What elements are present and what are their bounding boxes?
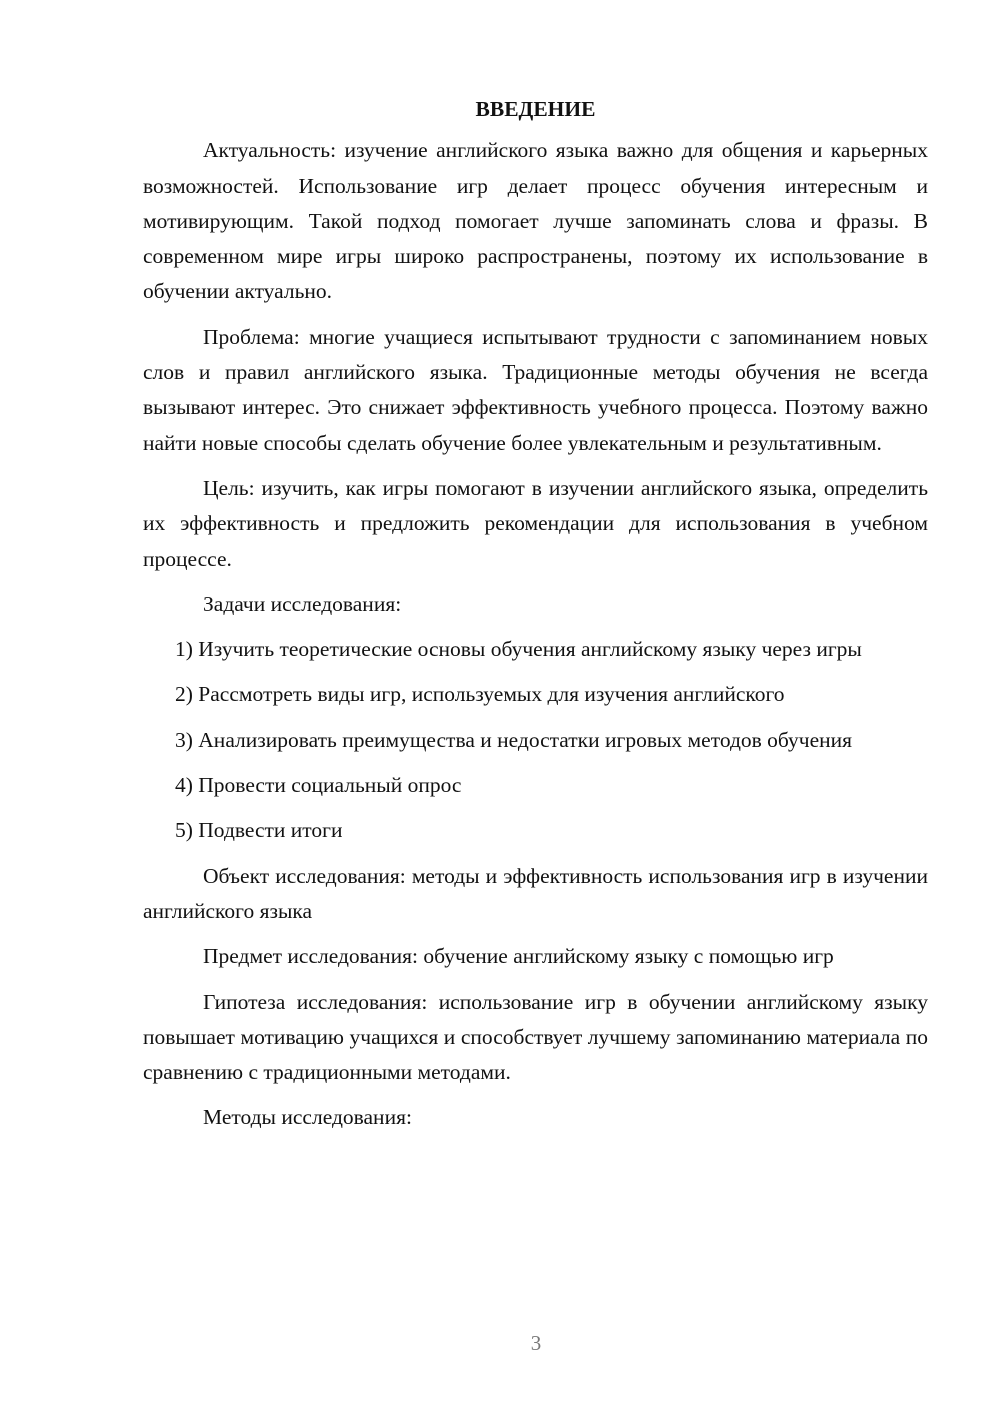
task-item-4: 4) Провести социальный опрос: [175, 773, 462, 798]
page-number: 3: [530, 1331, 542, 1355]
tasks-heading: Задачи исследования:: [203, 591, 402, 616]
relevance-paragraph: Актуальность: изучение английского языка важно для общения и карьерных возможностей. Использование игр делает процесс обучения интересным и мотивирующим. Такой подход помогает лучше запоминать слова и фразы. В современном мире игры широко распространены, поэтому их использование в обучении актуально.: [143, 138, 928, 304]
goal-paragraph: Цель: изучить, как игры помогают в изучении английского языка, определить их эффективность и предложить рекомендации для использования в учебном процессе.: [143, 475, 928, 571]
task-item-2: 2) Рассмотреть виды игр, используемых для изучения английского: [175, 682, 785, 707]
subject-paragraph: Предмет исследования: обучение английскому языку с помощью игр: [203, 944, 834, 969]
hypothesis-paragraph: Гипотеза исследования: использование игр в обучении английскому языку повышает мотивацию учащихся и способствует лучшему запоминанию материала по сравнению с традиционными методами.: [143, 989, 928, 1085]
task-item-1: 1) Изучить теоретические основы обучения английскому языку через игры: [175, 637, 862, 662]
methods-heading: Методы исследования:: [203, 1105, 412, 1130]
object-paragraph: Объект исследования: методы и эффективность использования игр в изучении английского языка: [143, 863, 928, 923]
task-item-5: 5) Подвести итоги: [175, 818, 343, 843]
problem-paragraph: Проблема: многие учащиеся испытывают трудности с запоминанием новых слов и правил английского языка. Традиционные методы обучения не всегда вызывают интерес. Это снижает эффективность учебного процесса. Поэтому важно найти новые способы сделать обучение более увлекательным и результативным.: [143, 324, 928, 455]
page-content: [143, 92, 928, 1146]
section-title: ВВЕДЕНИЕ: [475, 97, 596, 121]
task-item-3: 3) Анализировать преимущества и недостатки игровых методов обучения: [175, 727, 853, 752]
